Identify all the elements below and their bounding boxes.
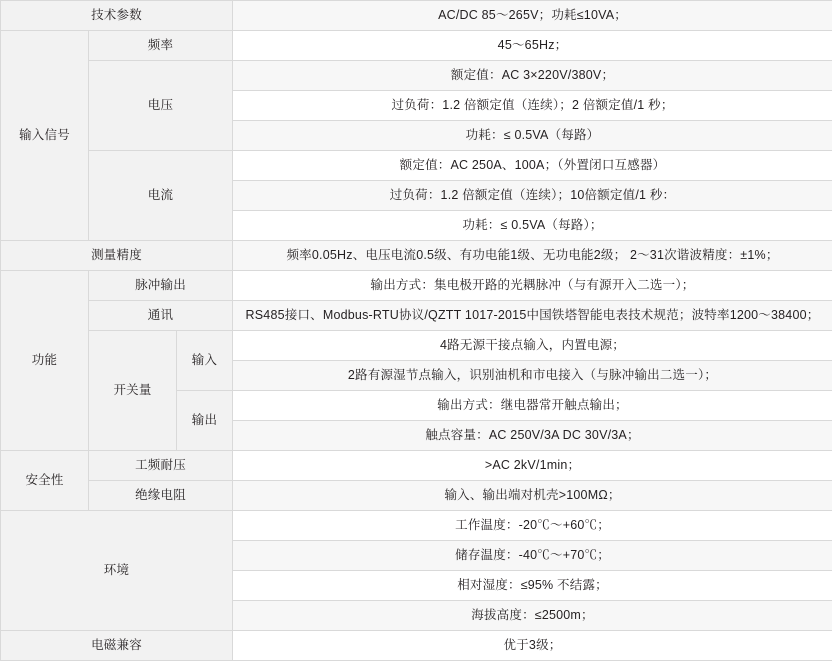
row-label-emc-0: 电磁兼容 (1, 631, 233, 661)
row-label-env-work-temp-0: 环境 (1, 511, 233, 631)
row-label-function-pulse-output-0: 功能 (1, 271, 89, 451)
table-row (1, 1, 832, 31)
row-value-switch-input-2: 2路有源湿节点输入，识别油机和市电接入（与脉冲输出二选一）； (233, 361, 832, 391)
row-value-current-overload: 过负荷：1.2 倍额定值（连续）；10倍额定值/1 秒： (233, 181, 832, 211)
row-label-function-pulse-output-1: 脉冲输出 (89, 271, 233, 301)
row-label-switch-output-1-0: 输出 (177, 391, 233, 451)
row-value-input-signal-frequency: 45～65Hz； (233, 31, 832, 61)
row-value-switch-output-2: 触点容量：AC 250V/3A DC 30V/3A； (233, 421, 832, 451)
row-value-env-work-temp: 工作温度：-20℃～+60℃； (233, 511, 832, 541)
row-value-function-pulse-output: 输出方式：集电极开路的光耦脉冲（与有源开入二选一）； (233, 271, 832, 301)
row-value-env-humidity: 相对湿度：≤95% 不结露； (233, 571, 832, 601)
row-label-input-signal-frequency-0: 输入信号 (1, 31, 89, 241)
table-row (1, 241, 832, 271)
row-value-current-power: 功耗：≤ 0.5VA（每路）； (233, 211, 832, 241)
table-row (1, 271, 832, 301)
row-value-env-altitude: 海拔高度：≤2500m； (233, 601, 832, 631)
row-value-voltage-rated: 额定值：AC 3×220V/380V； (233, 61, 832, 91)
table-row (1, 451, 832, 481)
row-label-safety-withstand-1: 工频耐压 (89, 451, 233, 481)
row-value-safety-insulation: 输入、输出端对机壳>100MΩ； (233, 481, 832, 511)
row-label-current-rated-0: 电流 (89, 151, 233, 241)
row-value-safety-withstand: >AC 2kV/1min； (233, 451, 832, 481)
row-label-voltage-rated-0: 电压 (89, 61, 233, 151)
table-row (1, 61, 832, 91)
table-row (1, 301, 832, 331)
row-value-tech-params: AC/DC 85～265V；功耗≤10VA； (233, 1, 832, 31)
table-row (1, 631, 832, 661)
row-label-input-signal-frequency-1: 频率 (89, 31, 233, 61)
table-row (1, 31, 832, 61)
row-value-current-rated: 额定值：AC 250A、100A；（外置闭口互感器） (233, 151, 832, 181)
row-value-env-storage-temp: 储存温度：-40℃～+70℃； (233, 541, 832, 571)
table-row (1, 511, 832, 541)
row-label-measure-accuracy-0: 测量精度 (1, 241, 233, 271)
row-value-emc: 优于3级； (233, 631, 832, 661)
table-row (1, 481, 832, 511)
row-label-safety-withstand-0: 安全性 (1, 451, 89, 511)
row-value-switch-input-1: 4路无源干接点输入，内置电源； (233, 331, 832, 361)
row-value-voltage-overload: 过负荷：1.2 倍额定值（连续）；2 倍额定值/1 秒； (233, 91, 832, 121)
row-label-function-communication-0: 通讯 (89, 301, 233, 331)
row-label-switch-input-1-1: 输入 (177, 331, 233, 391)
row-value-voltage-power: 功耗：≤ 0.5VA（每路） (233, 121, 832, 151)
row-label-switch-input-1-0: 开关量 (89, 331, 177, 451)
row-value-function-communication: RS485接口、Modbus-RTU协议/QZTT 1017-2015中国铁塔智能电表技术规范；波特率1200～38400； (233, 301, 832, 331)
table-row (1, 151, 832, 181)
row-label-tech-params-0: 技术参数 (1, 1, 233, 31)
table-row (1, 331, 832, 361)
row-value-switch-output-1: 输出方式：继电器常开触点输出； (233, 391, 832, 421)
specification-table-body (1, 1, 832, 661)
row-value-measure-accuracy: 频率0.05Hz、电压电流0.5级、有功电能1级、无功电能2级； 2～31次谐波精度：±1%； (233, 241, 832, 271)
row-label-safety-insulation-0: 绝缘电阻 (89, 481, 233, 511)
